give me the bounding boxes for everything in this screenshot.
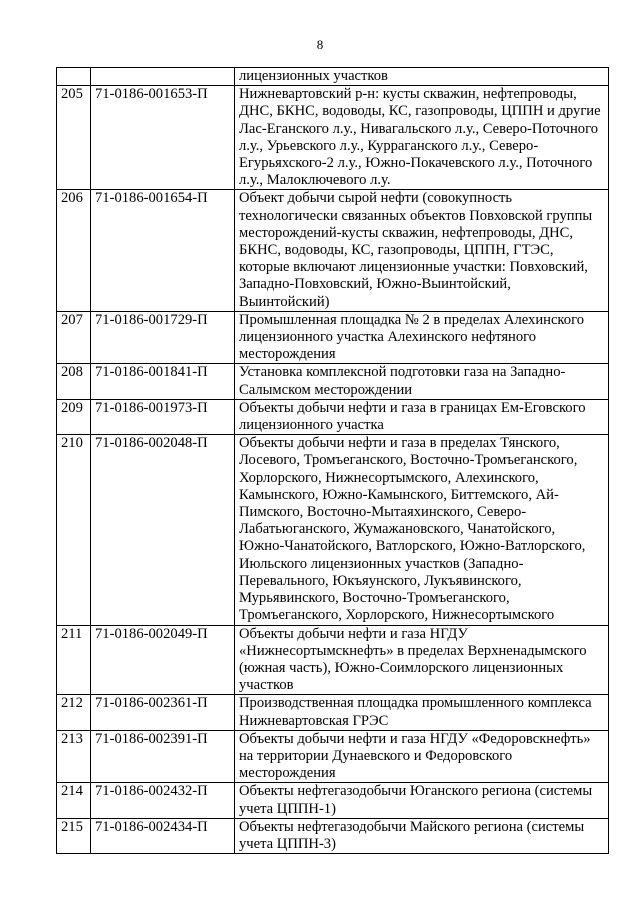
object-description: Нижневартовский р-н: кусты скважин, нефтепроводы, ДНС, БКНС, водоводы, КС, газопроводы, ЦППН и другие Лас-Еганского л.у., Нивагальского л.у., Северо-Поточного л.у., Урьевского л.у., Курраганского л.у., Северо- Егурьяхского-2 л.у., Южно-Покачевского л.у., Поточного л.у., Малоключевого л.у. (235, 86, 609, 190)
row-number: 214 (57, 783, 91, 818)
object-description: лицензионных участков (235, 68, 609, 86)
object-description: Производственная площадка промышленного комплекса Нижневартовская ГРЭС (235, 695, 609, 730)
row-number (57, 68, 91, 86)
table-row (57, 435, 609, 625)
table-row (57, 695, 609, 730)
registration-code: 71-0186-002434-П (91, 818, 235, 853)
row-number: 215 (57, 818, 91, 853)
object-description: Объекты добычи нефти и газа в пределах Тянского, Лосевого, Тромъеганского, Восточно-Тромъеганского, Хорлорского, Нижнесортымского, Алехинского, Камынского, Южно-Камынского, Биттемского, Ай- Пимского, Восточно-Мытаяхинского, Северо- Лабатьюганского, Жумажановского, Чанатойского, Южно-Чанатойского, Ватлорского, Южно-Ватлорского, Июльского лицензионных участков (Западно- Перевального, Юкъяунского, Лукъявинского, Мурьявинского, Восточно-Тромъеганского, Тромъеганского, Хорлорского, Нижнесортымского (235, 435, 609, 625)
table-row (57, 783, 609, 818)
row-number: 205 (57, 86, 91, 190)
table-row (57, 86, 609, 190)
row-number: 211 (57, 625, 91, 695)
registration-code: 71-0186-001841-П (91, 364, 235, 399)
table-row (57, 364, 609, 399)
registration-code: 71-0186-002391-П (91, 730, 235, 783)
table-row (57, 68, 609, 86)
object-description: Объекты нефтегазодобычи Майского региона (системы учета ЦППН-3) (235, 818, 609, 853)
object-description: Объект добычи сырой нефти (совокупность технологически связанных объектов Повховской группы месторождений-кусты скважин, нефтепроводы, ДНС, БКНС, водоводы, КС, газопроводы, ЦППН, ГТЭС, которые включают лицензионные участки: Повховский, Западно-Повховский, Южно-Выинтойский, Выинтойский) (235, 190, 609, 311)
object-description: Объекты добычи нефти и газа НГДУ «Федоровскнефть» на территории Дунаевского и Федоровского месторождения (235, 730, 609, 783)
table-row (57, 190, 609, 311)
registration-code: 71-0186-002361-П (91, 695, 235, 730)
table-row (57, 311, 609, 364)
registration-code: 71-0186-001973-П (91, 399, 235, 434)
table-row (57, 625, 609, 695)
row-number: 212 (57, 695, 91, 730)
page-number: 8 (316, 37, 324, 52)
row-number: 208 (57, 364, 91, 399)
registration-code: 71-0186-002432-П (91, 783, 235, 818)
row-number: 209 (57, 399, 91, 434)
row-number: 213 (57, 730, 91, 783)
row-number: 210 (57, 435, 91, 625)
registration-code: 71-0186-001653-П (91, 86, 235, 190)
table-row (57, 730, 609, 783)
object-description: Объекты добычи нефти и газа НГДУ «Нижнесортымскнефть» в пределах Верхненадымского (южная часть), Южно-Соимлорского лицензионных участков (235, 625, 609, 695)
registration-code (91, 68, 235, 86)
object-description: Промышленная площадка № 2 в пределах Алехинского лицензионного участка Алехинского нефтяного месторождения (235, 311, 609, 364)
registration-code: 71-0186-001654-П (91, 190, 235, 311)
object-description: Объекты нефтегазодобычи Юганского региона (системы учета ЦППН-1) (235, 783, 609, 818)
object-description: Установка комплексной подготовки газа на Западно- Салымском месторождении (235, 364, 609, 399)
registry-table (56, 67, 609, 854)
row-number: 206 (57, 190, 91, 311)
object-description: Объекты добычи нефти и газа в границах Ем-Еговского лицензионного участка (235, 399, 609, 434)
registration-code: 71-0186-001729-П (91, 311, 235, 364)
registration-code: 71-0186-002048-П (91, 435, 235, 625)
row-number: 207 (57, 311, 91, 364)
table-row (57, 399, 609, 434)
table-row (57, 818, 609, 853)
registration-code: 71-0186-002049-П (91, 625, 235, 695)
